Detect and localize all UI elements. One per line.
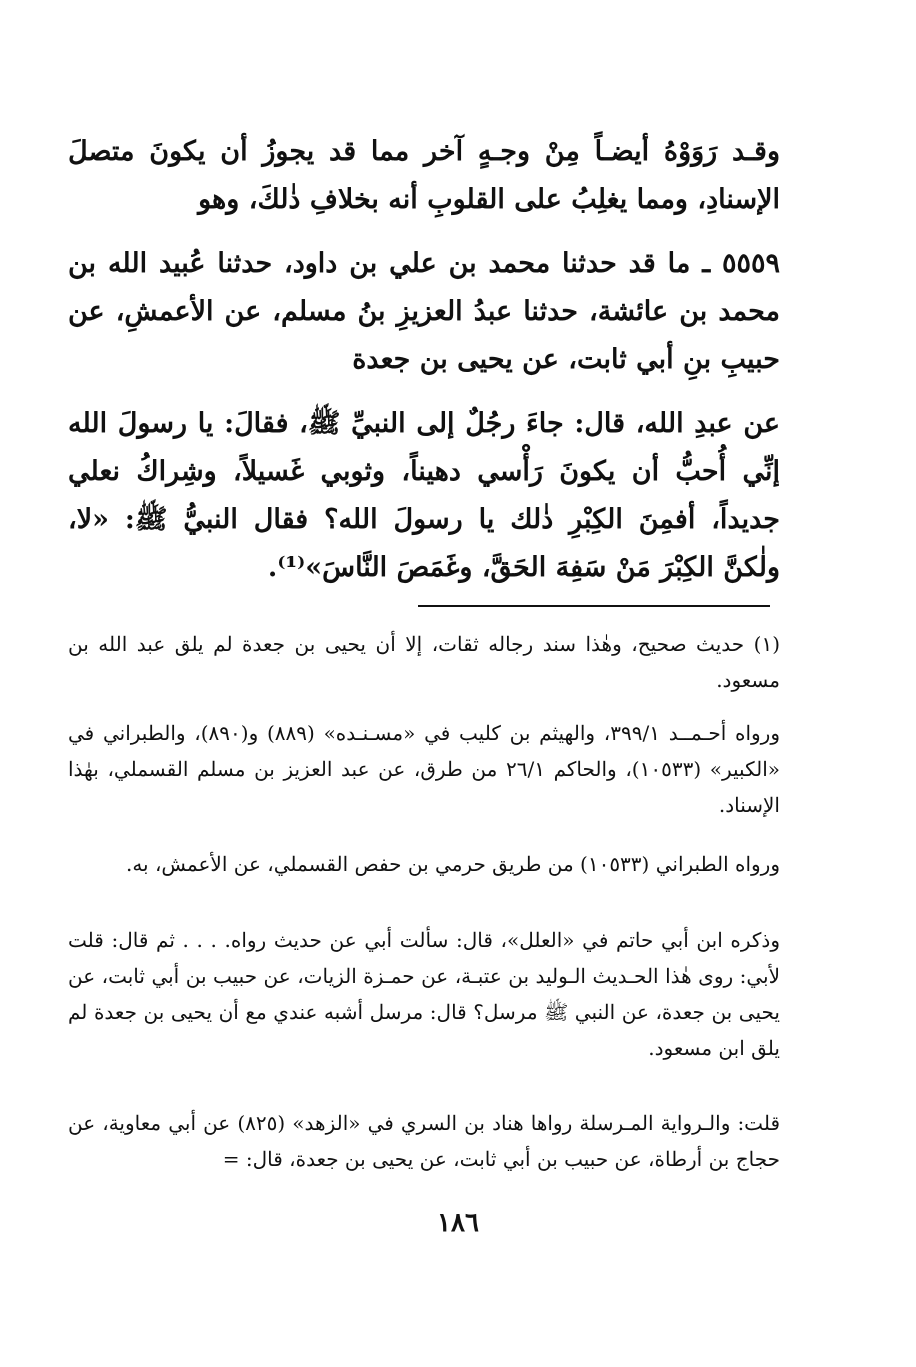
body-paragraph-intro xyxy=(68,128,780,224)
footnote-paragraph-5 xyxy=(68,1105,780,1177)
footnote-paragraph-2 xyxy=(68,715,780,823)
paragraph-text: وقـد رَوَوْهُ أيضـاً مِنْ وجـهٍ آخر مما قد يجوزُ أن يكونَ متصلَ الإسنادِ، ومما يغلِبُ على القلوبِ أنه بخلافِ ذٰلكَ، وهو xyxy=(68,136,780,215)
footnote-text: ورواه أحـمــد ٣٩٩/١، والهيثم بن كليب في «مسـنـده» (٨٨٩) و(٨٩٠)، والطبراني في «الكبير» (١٠٥٣٣)، والحاكم ٢٦/١ من طرق، عن عبد العزيز بن مسلم القسملي، بهٰذا الإسناد. xyxy=(68,721,781,817)
paragraph-text: عن عبدِ الله، قال: جاءَ رجُلٌ إلى النبيِّ ﷺ، فقالَ: يا رسولَ الله إنِّي أُحبُّ أن يكونَ رَأْسي دهيناً، وثوبي غَسيلاً، وشِراكُ نعلي جديداً، أفمِنَ الكِبْرِ ذٰلك يا رسولَ الله؟ فقال النبيُّ ﷺ: «لا، ولٰكنَّ الكِبْرَ مَنْ سَفِهَ الحَقَّ، وغَمَصَ النَّاسَ»⁽¹⁾. xyxy=(68,408,780,583)
footnote-text: وذكره ابن أبي حاتم في «العلل»، قال: سألت أبي عن حديث رواه. . . . ثم قال: قلت لأبي: روى هٰذا الحـديث الـوليد بن عتبـة، عن حمـزة الزيات، عن حبيب بن أبي ثابت، عن يحيى بن جعدة، عن النبي ﷺ مرسل؟ قال: مرسل أشبه عندي مع أن يحيى بن جعدة لم يلق ابن مسعود. xyxy=(68,928,780,1060)
body-paragraph-isnad xyxy=(68,240,780,384)
body-paragraph-hadith xyxy=(68,400,780,592)
footnote-paragraph-3 xyxy=(68,846,780,882)
footnote-1 xyxy=(68,626,780,698)
footnote-text: قلت: والـرواية المـرسلة رواها هناد بن السري في «الزهد» (٨٢٥) عن أبي معاوية، عن حجاج بن أرطاة، عن حبيب بن أبي ثابت، عن يحيى بن جعدة، قال: = xyxy=(68,1111,781,1171)
footnote-separator xyxy=(418,605,770,607)
footnote-text: ورواه الطبراني (١٠٥٣٣) من طريق حرمي بن حفص القسملي، عن الأعمش، به. xyxy=(125,852,780,876)
footnote-text: (١) حديث صحيح، وهٰذا سند رجاله ثقات، إلا أن يحيى بن جعدة لم يلق عبد الله بن مسعود. xyxy=(68,632,780,692)
paragraph-text: ٥٥٥٩ ـ ما قد حدثنا محمد بن علي بن داود، حدثنا عُبيد الله بن محمد بن عائشة، حدثنا عبدُ العزيزِ بنُ مسلم، عن الأعمشِ، عن حبيبِ بنِ أبي ثابت، عن يحيى بن جعدة xyxy=(68,248,780,375)
page-number: ١٨٦ xyxy=(437,1208,479,1238)
footnote-paragraph-4 xyxy=(68,922,780,1066)
